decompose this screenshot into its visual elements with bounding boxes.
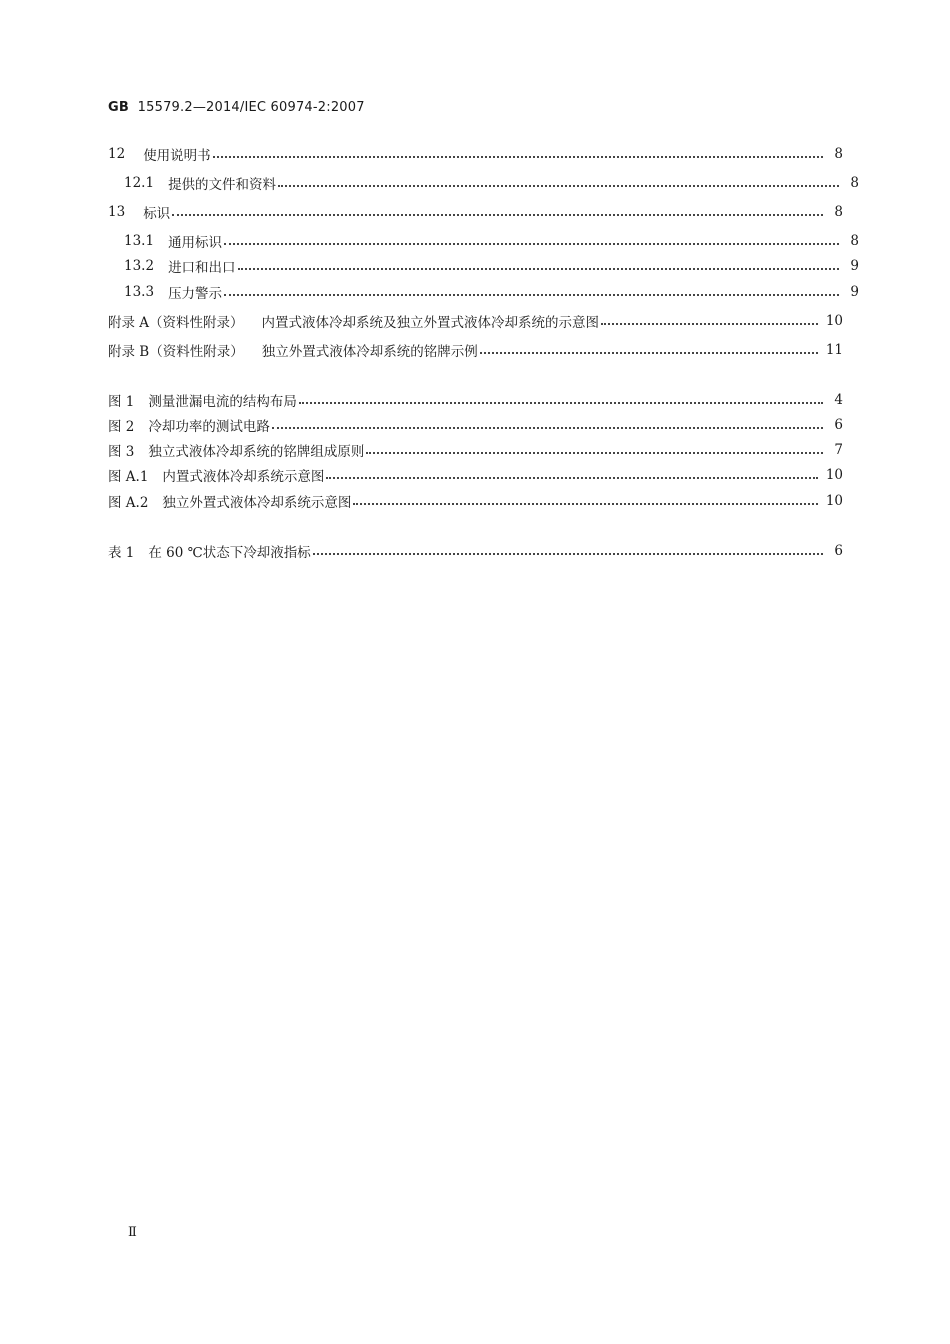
toc-entry-title: 内置式液体冷却系统及独立外置式液体冷却系统的示意图 xyxy=(261,315,600,331)
dot-leader xyxy=(353,503,817,505)
toc-entry[interactable] xyxy=(108,173,859,193)
standard-number: 15579.2—2014/IEC 60974-2:2007 xyxy=(137,100,365,115)
toc-entry-title: 进口和出口 xyxy=(168,260,236,276)
toc-entry-appendix-b[interactable] xyxy=(108,340,843,360)
dot-leader xyxy=(326,477,817,479)
figure-entry-page: 10 xyxy=(825,467,843,483)
toc-entry-title: 标识 xyxy=(143,206,171,222)
table-entry-page: 6 xyxy=(834,543,843,559)
figure-entry-page: 4 xyxy=(834,392,843,408)
toc-entry-page: 11 xyxy=(825,342,843,358)
figure-entry-title: 内置式液体冷却系统示意图 xyxy=(162,469,325,485)
dot-leader xyxy=(238,268,839,270)
figure-entry-page: 6 xyxy=(834,417,843,433)
figure-entry-number: 图 A.2 xyxy=(108,495,149,511)
dot-leader xyxy=(224,243,839,245)
figure-entry-number: 图 2 xyxy=(108,419,135,435)
toc-entry-title: 独立外置式液体冷却系统的铭牌示例 xyxy=(261,344,478,360)
figure-entry-title: 测量泄漏电流的结构布局 xyxy=(148,394,297,410)
figure-entry-title: 独立外置式液体冷却系统示意图 xyxy=(162,495,352,511)
figure-entry-title: 独立式液体冷却系统的铭牌组成原则 xyxy=(148,444,365,460)
dot-leader xyxy=(366,452,823,454)
table-entry[interactable] xyxy=(108,541,843,561)
toc-entry-number: 13.2 xyxy=(124,258,155,274)
toc-entry-number: 附录 B（资料性附录） xyxy=(108,344,244,360)
figure-entry[interactable] xyxy=(108,415,843,435)
toc-entry-number: 附录 A（资料性附录） xyxy=(108,315,244,331)
toc-entry-title: 通用标识 xyxy=(168,235,223,251)
dot-leader xyxy=(213,156,823,158)
toc-entry-number: 13.1 xyxy=(124,233,155,249)
dot-leader xyxy=(224,294,839,296)
page-number: Ⅱ xyxy=(128,1225,137,1240)
figure-entry-title: 冷却功率的测试电路 xyxy=(148,419,270,435)
toc-entry-title: 压力警示 xyxy=(168,286,223,302)
toc-entry-number: 13.3 xyxy=(124,284,155,300)
figure-entry-number: 图 3 xyxy=(108,444,135,460)
dot-leader xyxy=(278,185,839,187)
table-entry-title: 在 60 ℃状态下冷却液指标 xyxy=(148,545,311,561)
toc-entry-title: 提供的文件和资料 xyxy=(168,177,277,193)
table-entry-number: 表 1 xyxy=(108,545,135,561)
toc-entry-page: 9 xyxy=(850,258,859,274)
dot-leader xyxy=(172,214,823,216)
figure-entry-page: 10 xyxy=(825,493,843,509)
dot-leader xyxy=(313,553,823,555)
toc-entry-page: 8 xyxy=(850,175,859,191)
toc-entry-title: 使用说明书 xyxy=(143,148,211,164)
figure-entry[interactable] xyxy=(108,465,843,485)
toc-entry-page: 8 xyxy=(834,204,843,220)
figure-entry-number: 图 A.1 xyxy=(108,469,149,485)
toc-entry[interactable] xyxy=(108,282,859,302)
toc-entry-number: 12.1 xyxy=(124,175,155,191)
toc-entry-number: 13 xyxy=(108,204,126,220)
dot-leader xyxy=(480,352,818,354)
toc-entry-page: 9 xyxy=(850,284,859,300)
standard-header xyxy=(108,100,365,115)
toc-entry-page: 8 xyxy=(850,233,859,249)
toc-entry-number: 12 xyxy=(108,146,126,162)
figure-entry[interactable] xyxy=(108,440,843,460)
dot-leader xyxy=(299,402,823,404)
standard-prefix: GB xyxy=(108,100,129,115)
toc-entry[interactable] xyxy=(108,202,843,222)
figure-entry[interactable] xyxy=(108,390,843,410)
toc-entry-page: 8 xyxy=(834,146,843,162)
dot-leader xyxy=(601,323,818,325)
toc-entry[interactable] xyxy=(108,256,859,276)
toc-entry-appendix-a[interactable] xyxy=(108,311,843,331)
figure-entry-number: 图 1 xyxy=(108,394,135,410)
figure-entry[interactable] xyxy=(108,491,843,511)
toc-entry-page: 10 xyxy=(825,313,843,329)
toc-entry[interactable] xyxy=(108,231,859,251)
figure-entry-page: 7 xyxy=(834,442,843,458)
toc-entry[interactable] xyxy=(108,144,843,164)
dot-leader xyxy=(272,427,823,429)
